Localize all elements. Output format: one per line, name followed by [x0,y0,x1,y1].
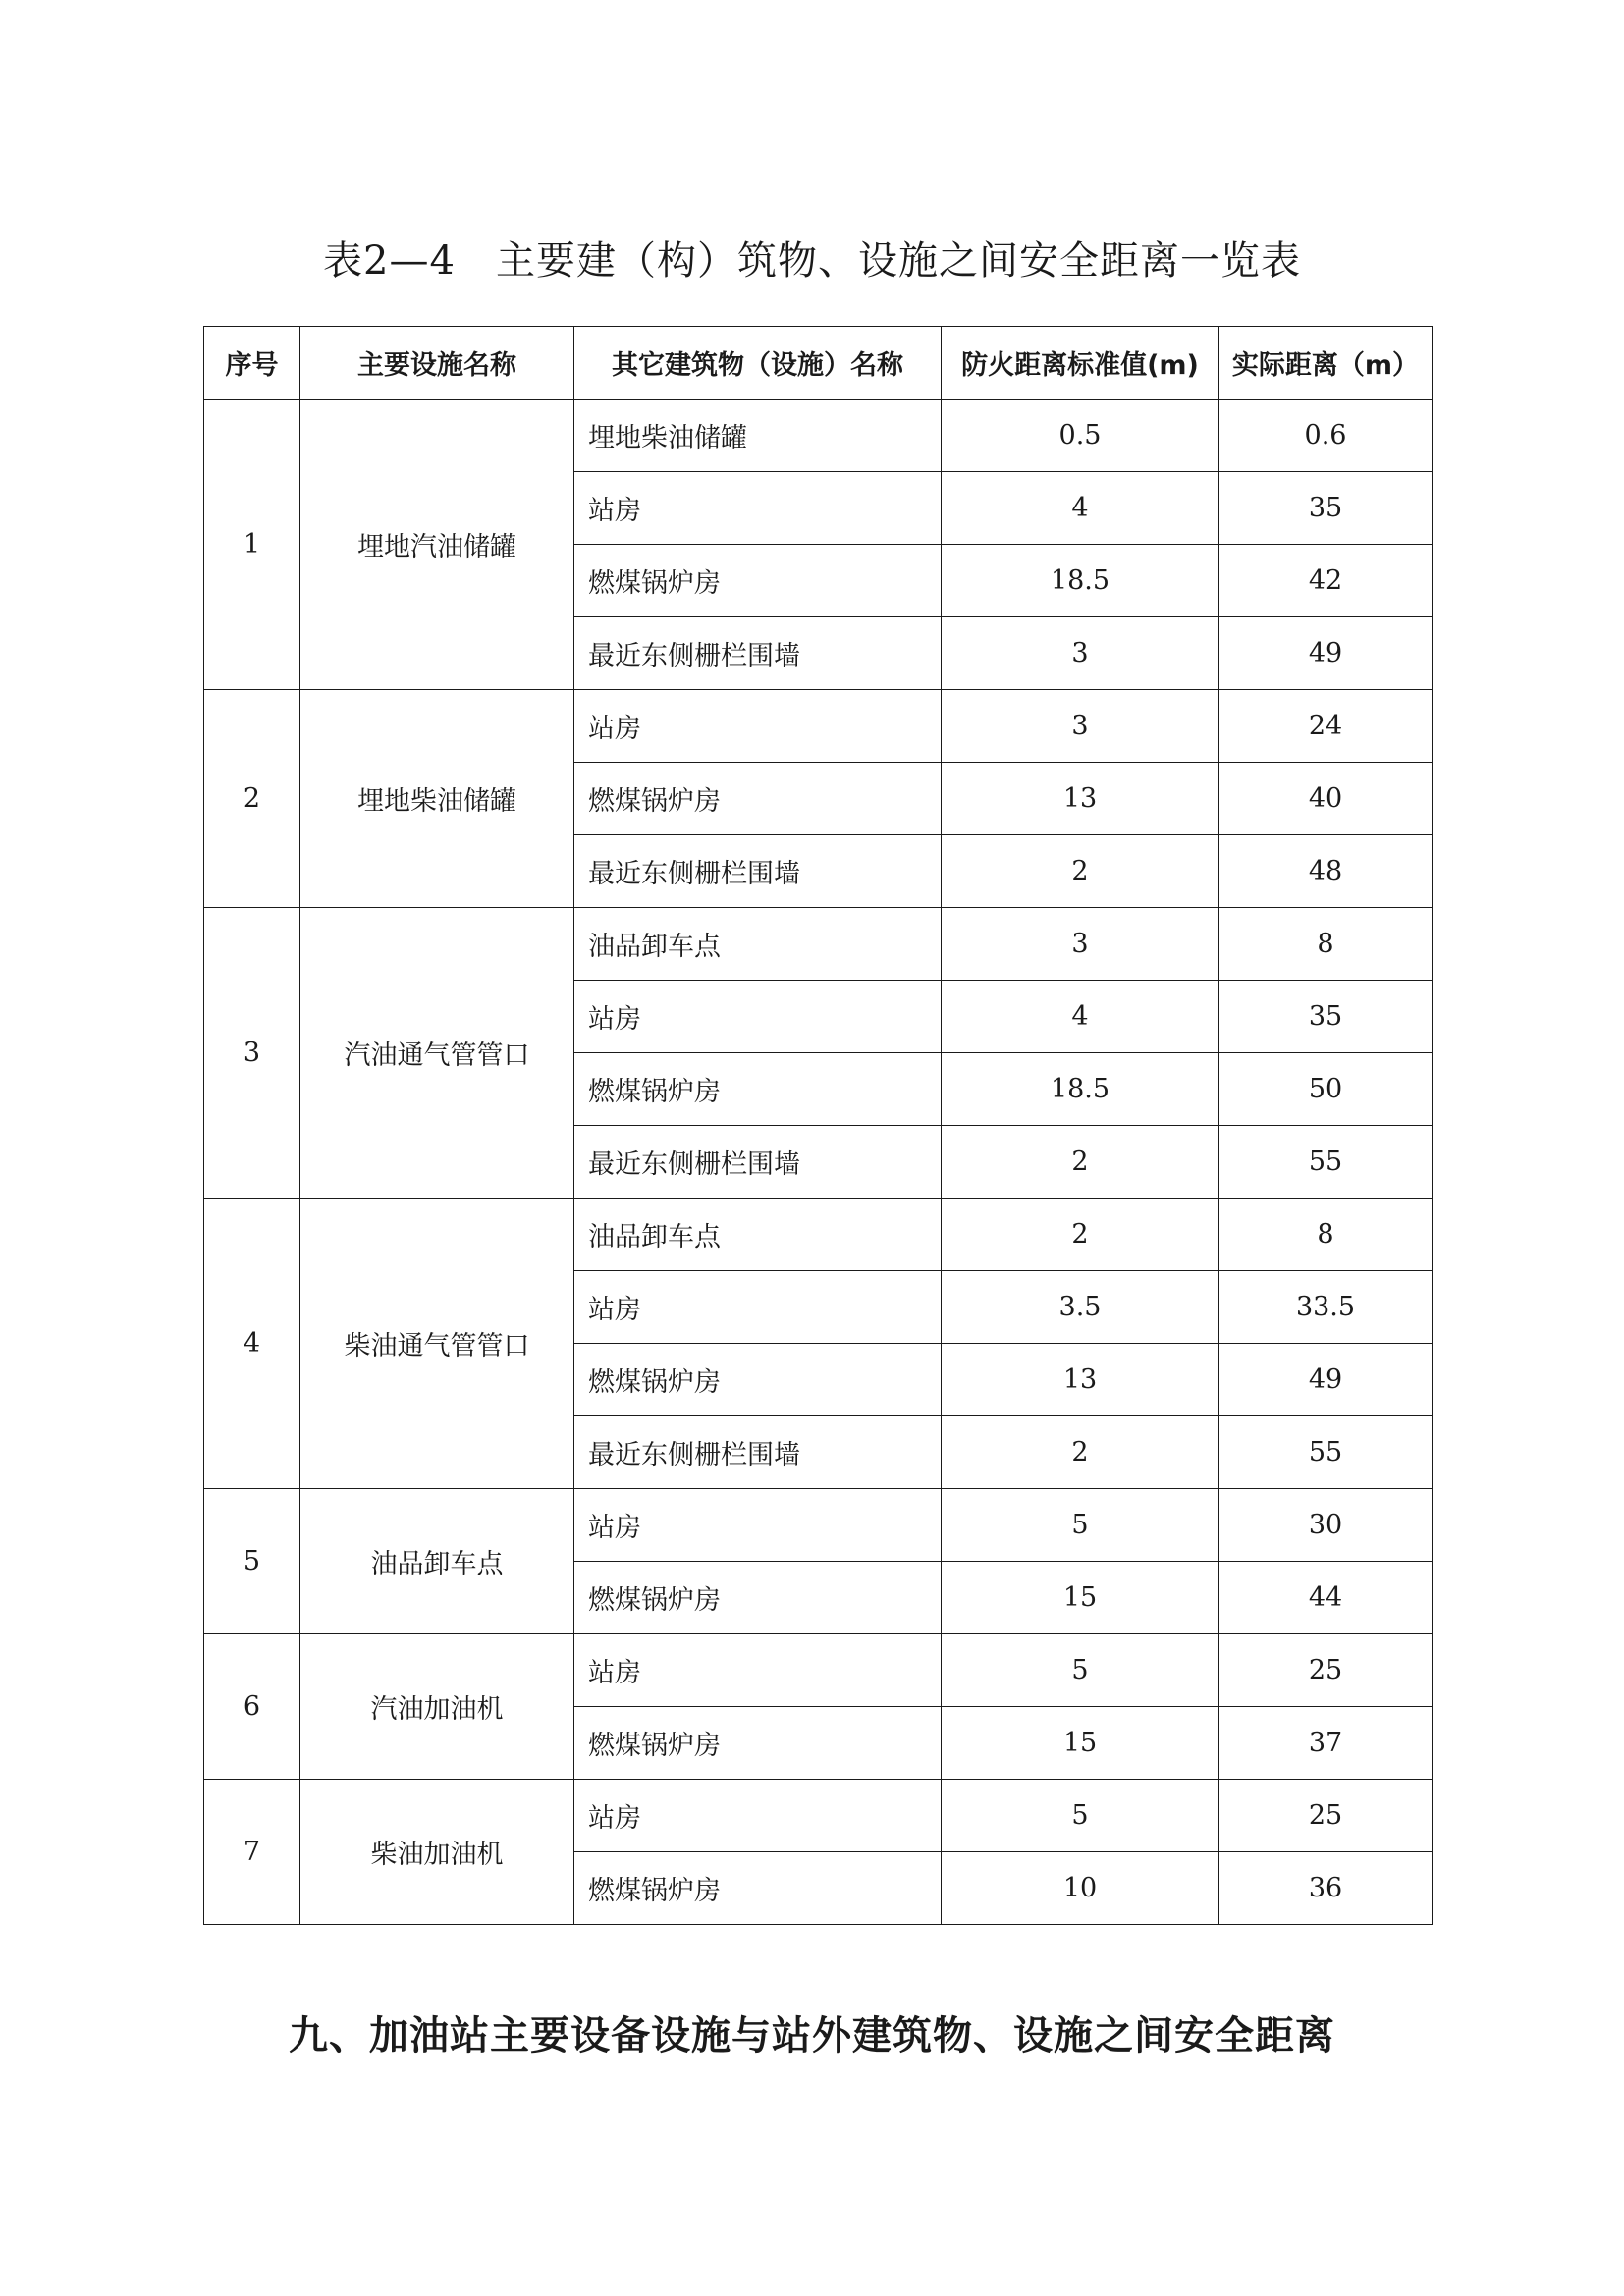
table-row [204,1780,1433,1852]
standard-distance-cell: 2 [942,1416,1219,1489]
table-body [204,400,1433,1925]
facility-name-cell: 柴油通气管管口 [300,1199,574,1489]
other-building-cell: 最近东侧栅栏围墙 [574,1126,942,1199]
actual-distance-cell: 35 [1219,981,1433,1053]
standard-distance-cell: 5 [942,1489,1219,1562]
actual-distance-cell: 40 [1219,763,1433,835]
section-heading: 九、加油站主要设备设施与站外建筑物、设施之间安全距离 [289,2013,1335,2058]
actual-distance-cell: 0.6 [1219,400,1433,472]
header-actual-distance: 实际距离（m） [1219,327,1433,400]
other-building-cell: 最近东侧栅栏围墙 [574,617,942,690]
facility-name-cell: 油品卸车点 [300,1489,574,1634]
standard-distance-cell: 15 [942,1707,1219,1780]
header-no: 序号 [204,327,300,400]
safety-distance-table [203,326,1433,1925]
table-row [204,400,1433,472]
row-number-cell: 3 [204,908,300,1199]
standard-distance-cell: 3.5 [942,1271,1219,1344]
facility-name-cell: 汽油通气管管口 [300,908,574,1199]
row-number-cell: 6 [204,1634,300,1780]
table-title: 表2—4 主要建（构）筑物、设施之间安全距离一览表 [323,239,1301,284]
standard-distance-cell: 2 [942,1199,1219,1271]
actual-distance-cell: 25 [1219,1780,1433,1852]
standard-distance-cell: 3 [942,617,1219,690]
facility-name-cell: 柴油加油机 [300,1780,574,1925]
standard-distance-cell: 5 [942,1780,1219,1852]
other-building-cell: 油品卸车点 [574,1199,942,1271]
standard-distance-cell: 3 [942,908,1219,981]
standard-distance-cell: 0.5 [942,400,1219,472]
actual-distance-cell: 36 [1219,1852,1433,1925]
other-building-cell: 燃煤锅炉房 [574,545,942,617]
facility-name-cell: 埋地汽油储罐 [300,400,574,690]
actual-distance-cell: 44 [1219,1562,1433,1634]
other-building-cell: 站房 [574,690,942,763]
table-row [204,1199,1433,1271]
actual-distance-cell: 49 [1219,617,1433,690]
actual-distance-cell: 25 [1219,1634,1433,1707]
other-building-cell: 最近东侧栅栏围墙 [574,1416,942,1489]
other-building-cell: 站房 [574,1489,942,1562]
row-number-cell: 4 [204,1199,300,1489]
other-building-cell: 燃煤锅炉房 [574,1562,942,1634]
actual-distance-cell: 55 [1219,1416,1433,1489]
actual-distance-cell: 49 [1219,1344,1433,1416]
header-standard-distance: 防火距离标准值(m) [942,327,1219,400]
actual-distance-cell: 8 [1219,908,1433,981]
other-building-cell: 埋地柴油储罐 [574,400,942,472]
other-building-cell: 站房 [574,981,942,1053]
actual-distance-cell: 8 [1219,1199,1433,1271]
standard-distance-cell: 10 [942,1852,1219,1925]
table-row [204,1634,1433,1707]
standard-distance-cell: 3 [942,690,1219,763]
actual-distance-cell: 55 [1219,1126,1433,1199]
actual-distance-cell: 37 [1219,1707,1433,1780]
standard-distance-cell: 4 [942,981,1219,1053]
other-building-cell: 站房 [574,472,942,545]
standard-distance-cell: 4 [942,472,1219,545]
standard-distance-cell: 15 [942,1562,1219,1634]
table-header-row [204,327,1433,400]
table-row [204,690,1433,763]
other-building-cell: 燃煤锅炉房 [574,1344,942,1416]
row-number-cell: 5 [204,1489,300,1634]
actual-distance-cell: 33.5 [1219,1271,1433,1344]
other-building-cell: 燃煤锅炉房 [574,763,942,835]
actual-distance-cell: 50 [1219,1053,1433,1126]
actual-distance-cell: 35 [1219,472,1433,545]
standard-distance-cell: 5 [942,1634,1219,1707]
other-building-cell: 站房 [574,1780,942,1852]
header-facility: 主要设施名称 [300,327,574,400]
other-building-cell: 站房 [574,1271,942,1344]
other-building-cell: 油品卸车点 [574,908,942,981]
row-number-cell: 1 [204,400,300,690]
other-building-cell: 燃煤锅炉房 [574,1053,942,1126]
standard-distance-cell: 18.5 [942,1053,1219,1126]
table-row [204,908,1433,981]
actual-distance-cell: 24 [1219,690,1433,763]
facility-name-cell: 汽油加油机 [300,1634,574,1780]
other-building-cell: 燃煤锅炉房 [574,1852,942,1925]
standard-distance-cell: 2 [942,835,1219,908]
actual-distance-cell: 30 [1219,1489,1433,1562]
row-number-cell: 2 [204,690,300,908]
standard-distance-cell: 2 [942,1126,1219,1199]
facility-name-cell: 埋地柴油储罐 [300,690,574,908]
other-building-cell: 燃煤锅炉房 [574,1707,942,1780]
actual-distance-cell: 42 [1219,545,1433,617]
standard-distance-cell: 18.5 [942,545,1219,617]
other-building-cell: 站房 [574,1634,942,1707]
row-number-cell: 7 [204,1780,300,1925]
standard-distance-cell: 13 [942,1344,1219,1416]
standard-distance-cell: 13 [942,763,1219,835]
table-row [204,1489,1433,1562]
actual-distance-cell: 48 [1219,835,1433,908]
header-other-building: 其它建筑物（设施）名称 [574,327,942,400]
other-building-cell: 最近东侧栅栏围墙 [574,835,942,908]
